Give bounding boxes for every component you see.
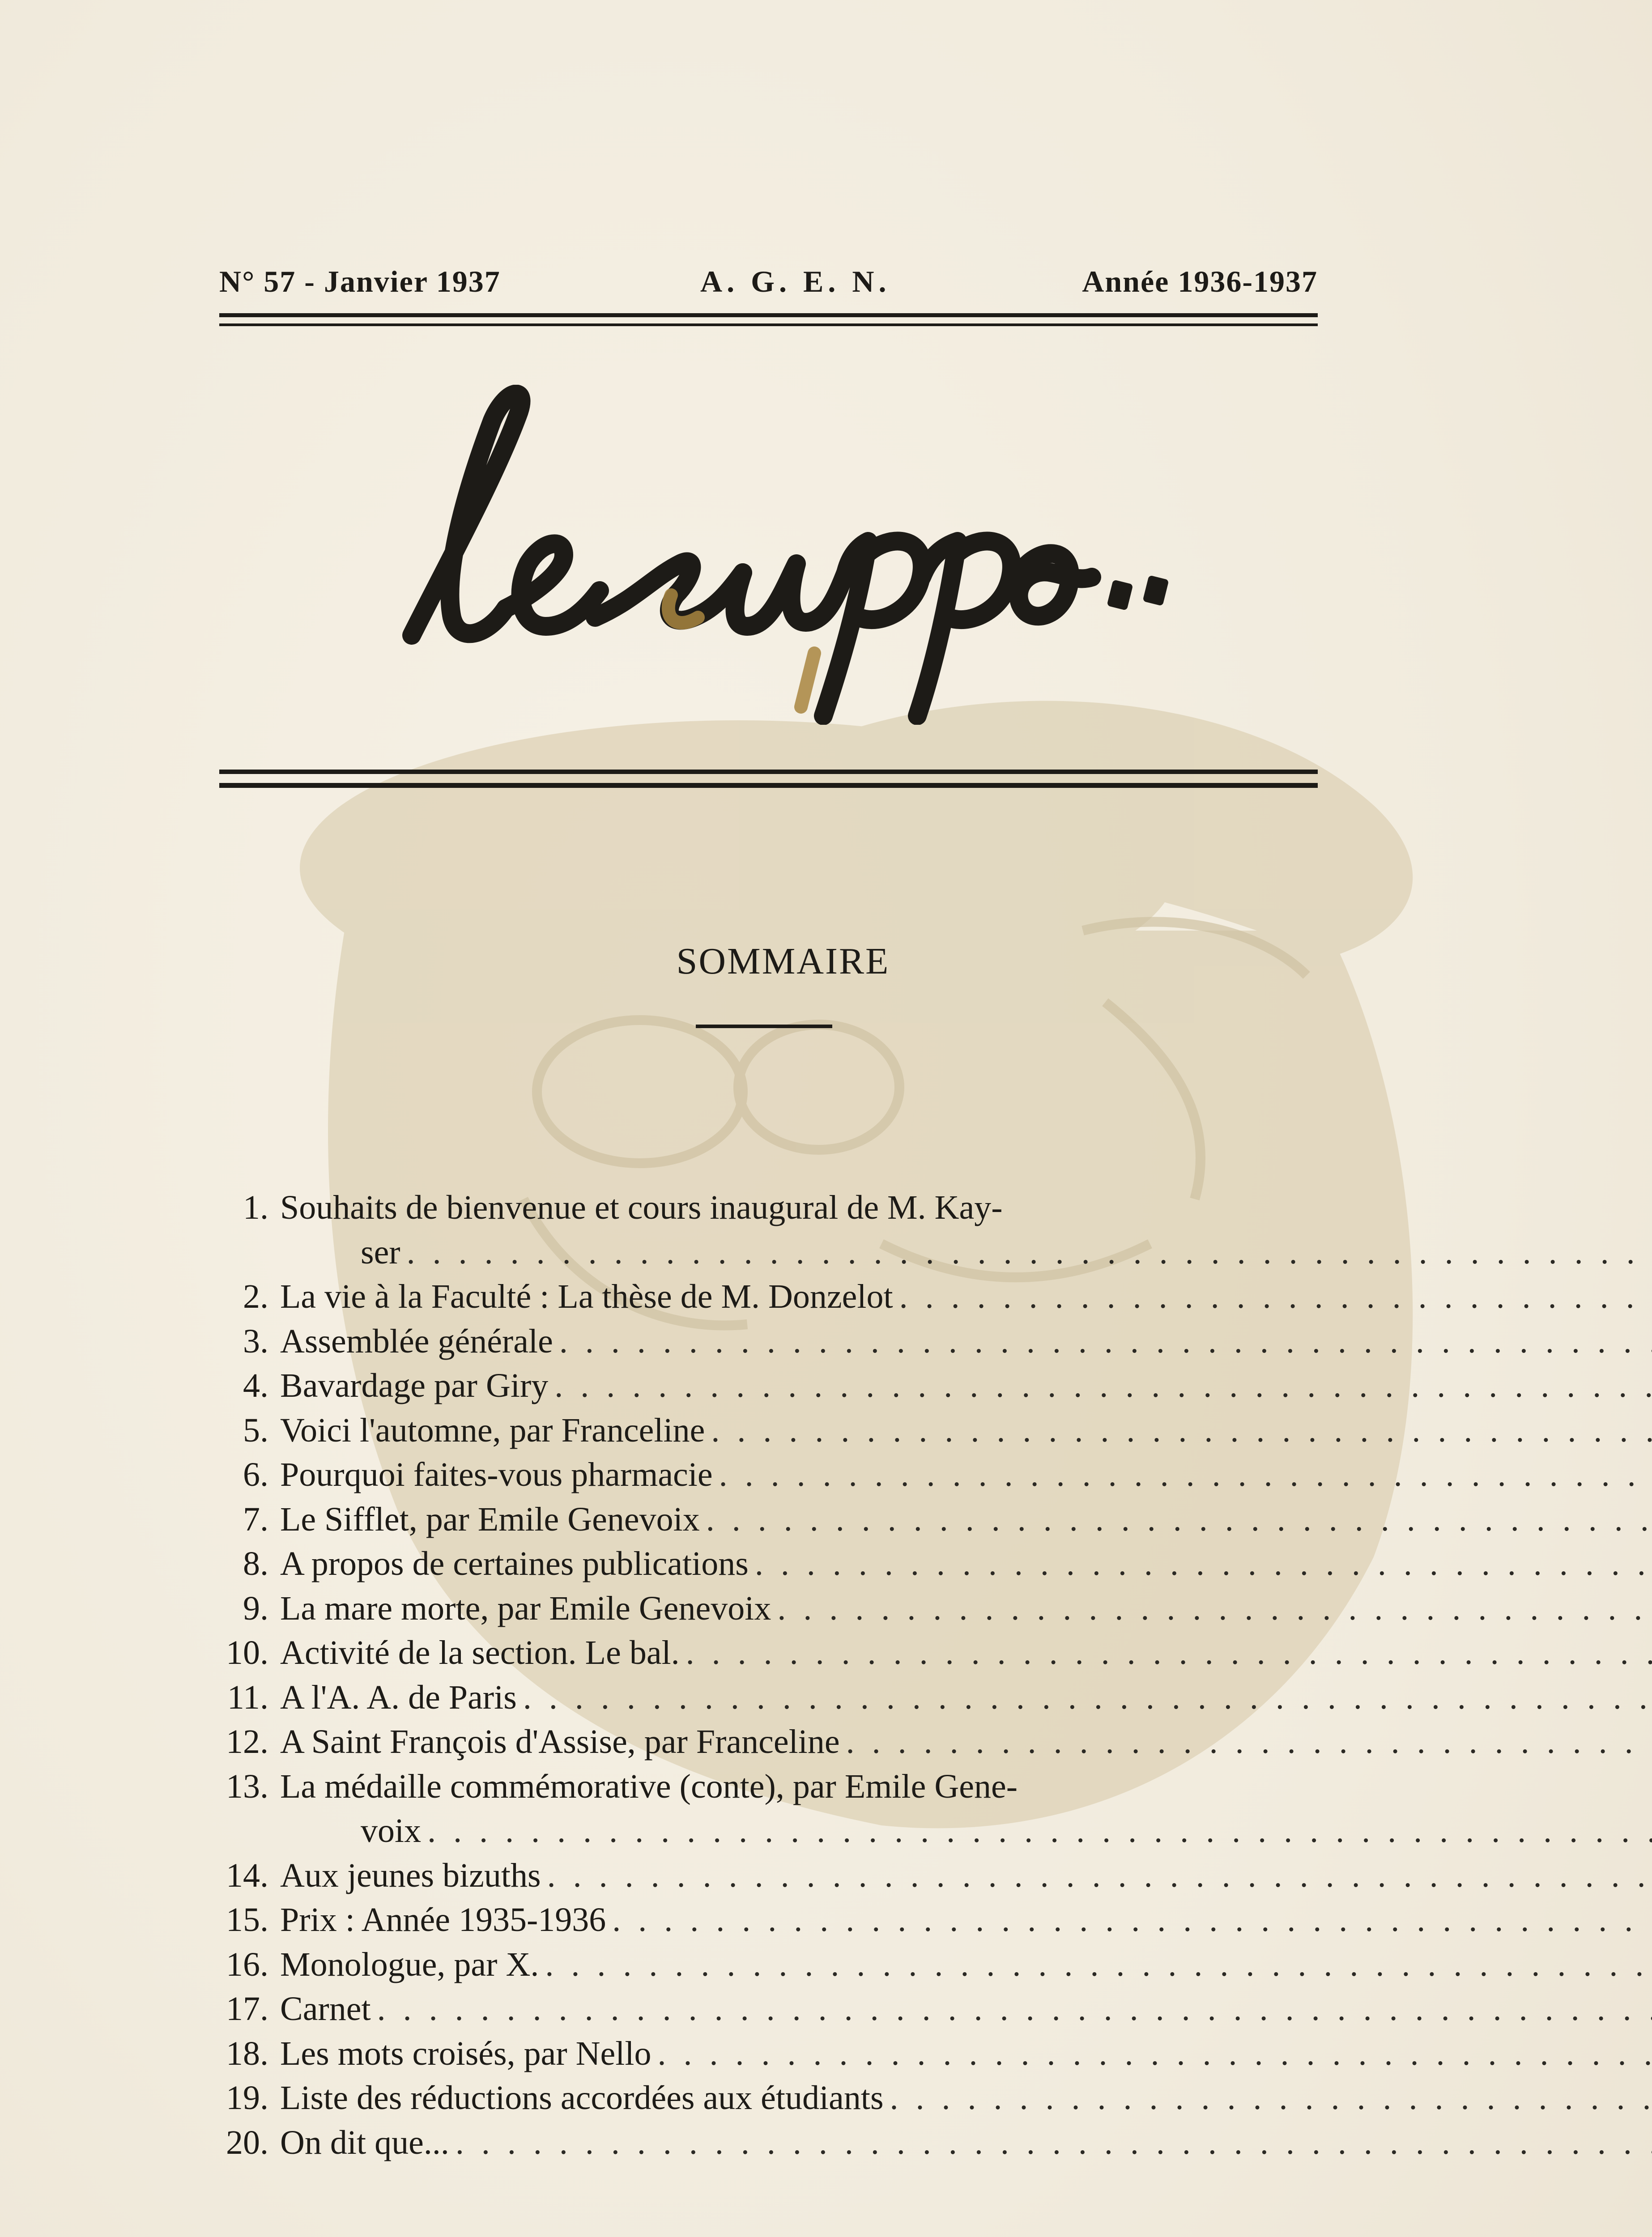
toc-item-number: 11. <box>227 1678 268 1716</box>
toc-item-title: A Saint François d'Assise, par Franceline <box>280 1723 840 1761</box>
toc-item-title-line <box>280 1453 1652 1497</box>
toc-item-title: Les mots croisés, par Nello <box>280 2034 651 2072</box>
toc-item-body <box>280 2032 1652 2076</box>
toc-item-title-line <box>280 1408 1652 1453</box>
header-double-rule <box>219 313 1318 326</box>
toc-item-title: La médaille commémorative (conte), par Emile Gene- <box>280 1767 1018 1805</box>
toc-item-number: 12. <box>226 1723 268 1761</box>
academic-year: Année 1936-1937 <box>1082 264 1318 298</box>
organization-name: A. G. E. N. <box>700 264 891 298</box>
toc-item-number: 7. <box>243 1500 268 1538</box>
toc-item-title: Le Sifflet, par Emile Genevoix <box>280 1500 700 1538</box>
toc-item-title: ser <box>361 1233 400 1271</box>
toc-item <box>197 1275 1324 1319</box>
toc-item <box>197 2121 1324 2165</box>
toc-item <box>197 1586 1324 1631</box>
toc-item-title-line <box>280 1898 1652 1943</box>
toc-item <box>197 1987 1324 2032</box>
toc-item-title: Bavardage par Giry <box>280 1367 549 1404</box>
dot-leader <box>554 1364 1652 1408</box>
dot-leader <box>711 1408 1652 1453</box>
toc-item-title-line <box>280 1586 1652 1631</box>
toc-item-title: La mare morte, par Emile Genevoix <box>280 1589 771 1627</box>
toc-item-title-line <box>280 1319 1652 1364</box>
toc-item-title-line <box>280 1943 1652 1987</box>
toc-item <box>197 2076 1324 2121</box>
toc-item-title: Prix : Année 1935-1936 <box>280 1901 606 1939</box>
dot-leader <box>657 2032 1652 2076</box>
table-of-contents <box>197 1186 1324 2165</box>
toc-item-body <box>280 1676 1652 1720</box>
toc-item-title: Aux jeunes bizuths <box>280 1856 541 1894</box>
toc-item-number: 4. <box>243 1367 268 1404</box>
toc-item-number: 19. <box>226 2079 268 2117</box>
dot-leader <box>719 1453 1652 1497</box>
dot-leader <box>755 1542 1652 1586</box>
dot-leader <box>456 2121 1652 2165</box>
toc-item <box>197 1497 1324 1542</box>
dot-leader <box>559 1319 1652 1364</box>
toc-item <box>197 1765 1324 1854</box>
dot-leader <box>407 1230 1652 1275</box>
toc-item-title-line <box>280 1186 1652 1230</box>
toc-item-title-line <box>280 2032 1652 2076</box>
toc-item-title: Souhaits de bienvenue et cours inaugural de M. Kay- <box>280 1189 1003 1226</box>
issue-header <box>219 264 1318 304</box>
toc-item <box>197 1720 1324 1765</box>
toc-item-body <box>280 1364 1652 1408</box>
dot-leader <box>686 1631 1652 1676</box>
toc-item-body <box>280 2076 1652 2121</box>
toc-item-title-line <box>280 1987 1652 2032</box>
toc-item <box>197 2032 1324 2076</box>
toc-item-title-line <box>280 1720 1652 1765</box>
toc-item-title-line <box>280 2076 1652 2121</box>
toc-item-title-line <box>280 1809 1652 1854</box>
toc-item-body <box>280 1542 1652 1586</box>
toc-item-body <box>280 1319 1652 1364</box>
toc-item-number: 8. <box>243 1545 268 1582</box>
toc-item <box>197 1319 1324 1364</box>
masthead-logo <box>385 385 1217 725</box>
toc-item-body <box>280 2121 1652 2165</box>
toc-item-title: Activité de la section. Le bal. <box>280 1634 680 1671</box>
toc-item-title: A propos de certaines publications <box>280 1545 749 1582</box>
toc-item-title: Pourquoi faites-vous pharmacie <box>280 1456 713 1493</box>
toc-item-number: 18. <box>226 2034 268 2072</box>
toc-item-title: Assemblée générale <box>280 1322 553 1360</box>
toc-item-body <box>280 1631 1652 1676</box>
toc-item <box>197 1364 1324 1408</box>
toc-item-title-line <box>280 1230 1652 1275</box>
toc-item-title: Liste des réductions accordées aux étudiants <box>280 2079 884 2117</box>
dot-leader <box>612 1898 1652 1943</box>
toc-item-number: 3. <box>243 1322 268 1360</box>
toc-item <box>197 1676 1324 1720</box>
issue-number: N° 57 - Janvier 1937 <box>219 264 501 298</box>
toc-item-title-line <box>280 1676 1652 1720</box>
toc-item-number: 5. <box>243 1411 268 1449</box>
dot-leader <box>547 1854 1652 1898</box>
toc-item-number: 9. <box>243 1589 268 1627</box>
toc-item <box>197 1943 1324 1987</box>
toc-item-body <box>280 1275 1652 1319</box>
toc-item <box>197 1408 1324 1453</box>
dot-leader <box>846 1720 1652 1765</box>
toc-item-title-line <box>280 1542 1652 1586</box>
toc-item <box>197 1854 1324 1898</box>
toc-item-title: voix <box>361 1812 422 1850</box>
summary-heading-rule <box>696 1025 832 1028</box>
dot-leader <box>890 2076 1652 2121</box>
toc-item-title-line <box>280 1497 1652 1542</box>
toc-item-title: Voici l'automne, par Franceline <box>280 1411 705 1449</box>
toc-item-body <box>280 1453 1652 1497</box>
toc-item-number: 1. <box>243 1189 268 1226</box>
toc-item-body <box>280 1854 1652 1898</box>
dot-leader <box>427 1809 1652 1854</box>
dot-leader <box>523 1676 1652 1720</box>
dot-leader <box>377 1987 1652 2032</box>
toc-item <box>197 1186 1324 1275</box>
toc-item-title-line <box>280 1275 1652 1319</box>
toc-item-title: Monologue, par X. <box>280 1945 539 1983</box>
toc-item-number: 14. <box>226 1856 268 1894</box>
toc-item-title: A l'A. A. de Paris <box>280 1678 517 1716</box>
toc-item-body <box>280 1186 1652 1275</box>
toc-item-number: 17. <box>226 1990 268 2028</box>
toc-item-body <box>280 1898 1652 1943</box>
dot-leader <box>777 1586 1652 1631</box>
toc-item-body <box>280 1765 1652 1854</box>
toc-item <box>197 1898 1324 1943</box>
toc-item-body <box>280 1987 1652 2032</box>
toc-item <box>197 1542 1324 1586</box>
toc-item-number: 16. <box>226 1945 268 1983</box>
summary-heading: SOMMAIRE <box>676 940 890 982</box>
toc-item-title-line <box>280 1854 1652 1898</box>
toc-item-title: Carnet <box>280 1990 371 2028</box>
toc-item-title-line <box>280 1364 1652 1408</box>
toc-item-body <box>280 1720 1652 1765</box>
toc-item-title: On dit que... <box>280 2123 449 2161</box>
toc-item-number: 15. <box>226 1901 268 1939</box>
toc-item-number: 13. <box>226 1767 268 1805</box>
toc-item-body <box>280 1943 1652 1987</box>
toc-item-title-line <box>280 1765 1652 1809</box>
toc-item-number: 10. <box>226 1634 268 1671</box>
toc-item-number: 6. <box>243 1456 268 1493</box>
dot-leader <box>899 1275 1652 1319</box>
toc-item-title-line <box>280 1631 1652 1676</box>
toc-item-number: 20. <box>226 2123 268 2161</box>
toc-item-title: La vie à la Faculté : La thèse de M. Donzelot <box>280 1278 893 1315</box>
toc-item-number: 2. <box>243 1278 268 1315</box>
toc-item-body <box>280 1497 1652 1542</box>
toc-item-title-line <box>280 2121 1652 2165</box>
toc-item-body <box>280 1408 1652 1453</box>
toc-item <box>197 1631 1324 1676</box>
dot-leader <box>545 1943 1652 1987</box>
toc-item <box>197 1453 1324 1497</box>
dot-leader <box>706 1497 1652 1542</box>
masthead-double-rule <box>219 770 1318 788</box>
toc-item-body <box>280 1586 1652 1631</box>
